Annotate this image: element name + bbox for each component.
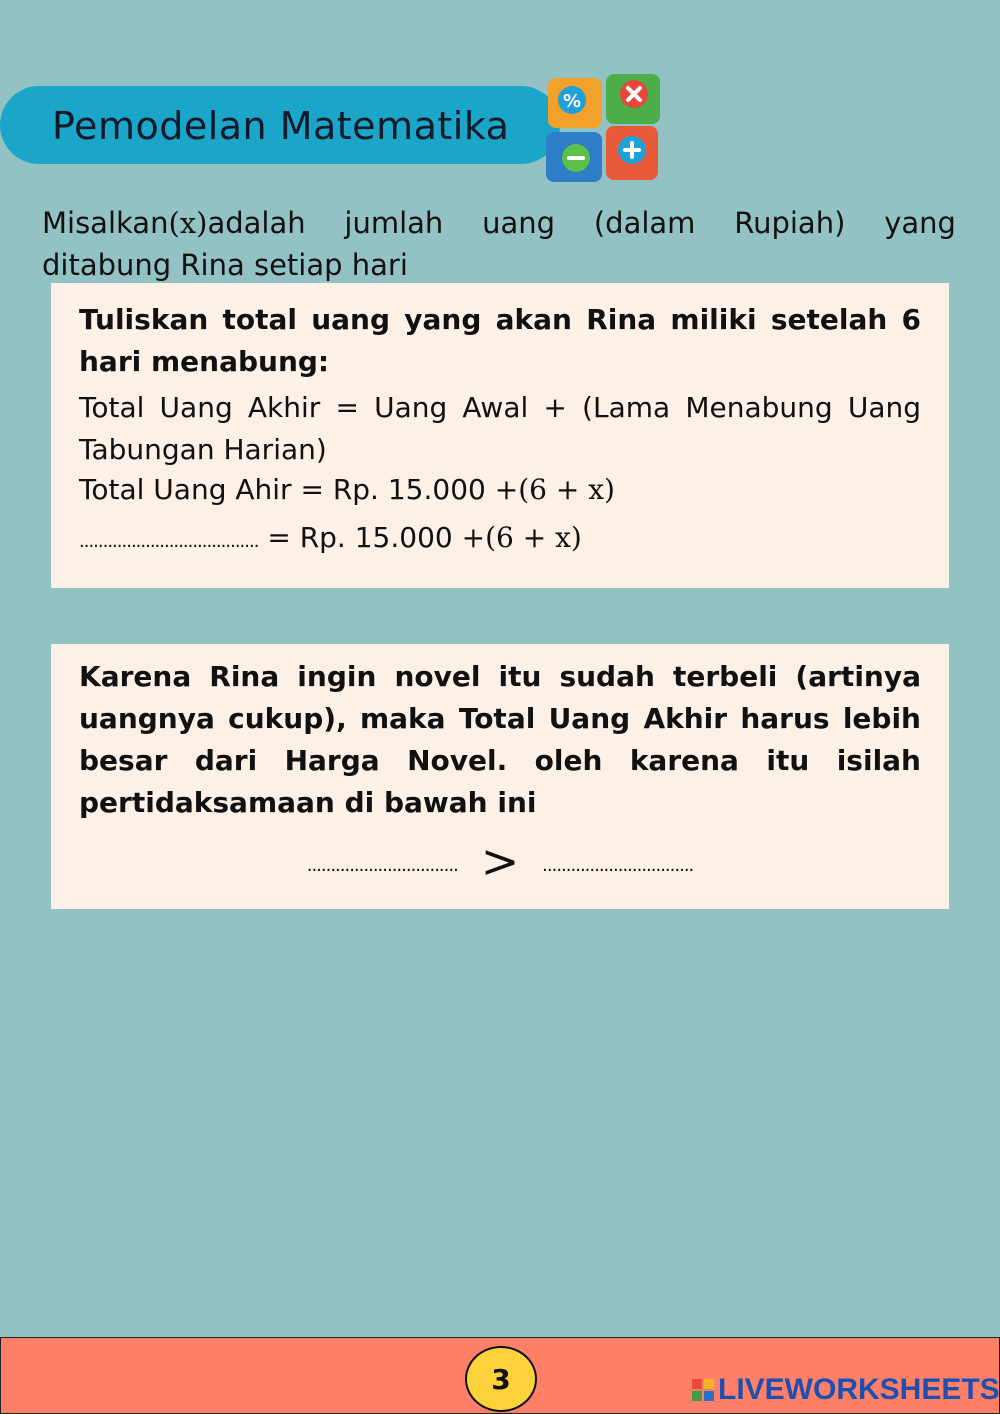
- formula-definition: Total Uang Akhir = Uang Awal + (Lama Menabung Uang Tabungan Harian): [79, 391, 921, 466]
- inequality-card: [51, 644, 949, 909]
- answer-blank[interactable]: ......................................: [79, 531, 259, 552]
- page-number-badge: 3: [465, 1346, 537, 1412]
- task-instruction: Tuliskan total uang yang akan Rina miliki setelah 6 hari menabung:: [79, 303, 921, 378]
- svg-text:%: %: [562, 91, 582, 112]
- greater-than-symbol: >: [480, 834, 520, 888]
- brand-logo[interactable]: [692, 1374, 1000, 1406]
- intro-text: Misalkan(x)adalah jumlah uang (dalam Rupiah) yang ditabung Rina setiap hari: [42, 206, 956, 282]
- variable-x: (x): [168, 206, 208, 240]
- inequality-instruction: Karena Rina ingin novel itu sudah terbeli (artinya uangnya cukup), maka Total Uang Akhir harus lebih besar dari Harga Novel. oleh karena itu isilah pertidaksamaan di bawah ini: [79, 660, 921, 819]
- formula-row-2: ...................................... = Rp. 15.000 +(6 + x): [79, 521, 582, 554]
- model-card: [51, 283, 949, 588]
- liveworksheets-logo-icon: [692, 1379, 714, 1401]
- math-puzzle-icon: [540, 66, 666, 188]
- inequality-row: [51, 834, 949, 888]
- formula-row-1: Total Uang Ahir = Rp. 15.000 +(6 + x): [79, 473, 615, 506]
- page-title: Pemodelan Matematika: [52, 104, 510, 148]
- right-answer-blank[interactable]: ................................: [542, 855, 694, 876]
- left-answer-blank[interactable]: ................................: [306, 855, 458, 876]
- brand-name: LIVEWORKSHEETS: [718, 1373, 1000, 1406]
